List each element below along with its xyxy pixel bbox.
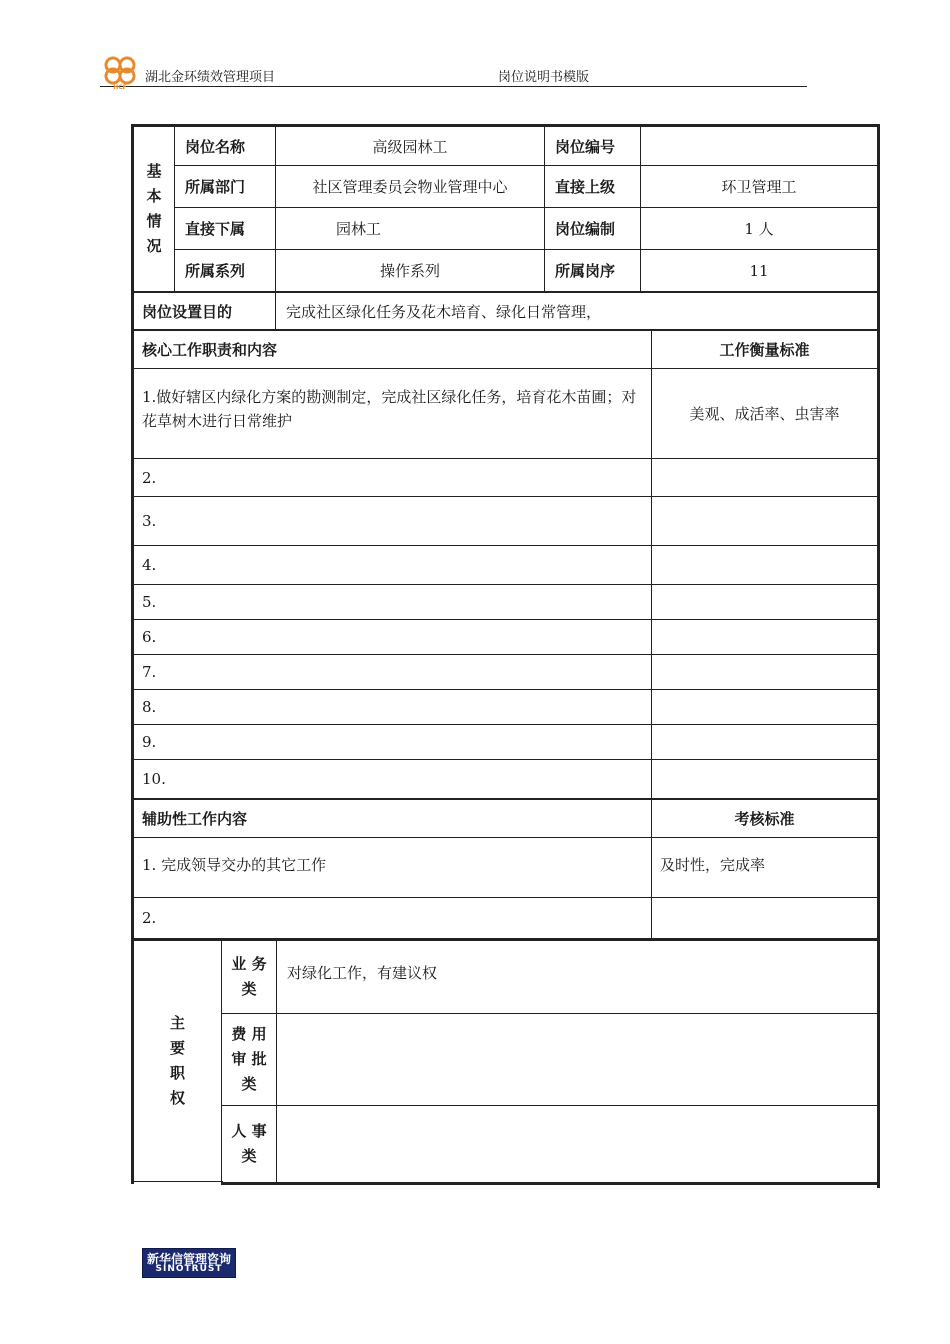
core-standard-item (652, 725, 877, 759)
label-direct-superior: 直接上级 (555, 178, 616, 196)
svg-text:HCF: HCF (113, 84, 127, 90)
value-department: 社区管理委员会物业管理中心 (312, 178, 508, 196)
authority-value-business: 对绿化工作，有建议权 (287, 964, 438, 982)
label-department: 所属部门 (185, 178, 246, 196)
doc-title: 岗位说明书模版 (498, 70, 590, 85)
core-duty-item: 1.做好辖区内绿化方案的勘测制定，完成社区绿化任务，培育花木苗圃；对花草树木进行日常维护 (142, 388, 637, 430)
core-standard-item (652, 497, 877, 545)
label-purpose: 岗位设置目的 (142, 302, 233, 321)
label-job-title: 岗位名称 (185, 137, 246, 156)
label-job-code: 岗位编号 (555, 137, 616, 156)
authority-value-expense (277, 1014, 877, 1105)
core-standard-header: 工作衡量标准 (719, 341, 810, 359)
authority-label-personnel: 人 事 类 (231, 1122, 267, 1165)
value-direct-superior: 环卫管理工 (721, 178, 797, 196)
hcf-logo-icon (100, 54, 140, 90)
label-headcount: 岗位编制 (555, 220, 616, 238)
core-standard-item (652, 655, 877, 689)
core-standard-item (652, 459, 877, 496)
value-job-title: 高级园林工 (372, 137, 448, 156)
authority-label-expense: 费 用 审 批 类 (231, 1025, 267, 1093)
core-duty-item: 6. (142, 628, 157, 646)
page-header (100, 54, 807, 90)
core-duties-header: 核心工作职责和内容 (142, 341, 278, 359)
label-direct-subordinate: 直接下属 (185, 220, 246, 238)
auxiliary-standard-item (652, 898, 877, 938)
value-job-code (641, 127, 877, 165)
core-standard-item (652, 620, 877, 654)
authority-value-personnel (277, 1106, 877, 1182)
authority-section-label: 主 要 职 权 (169, 1014, 185, 1107)
core-duty-item: 5. (142, 593, 157, 611)
core-duty-item: 9. (142, 733, 157, 751)
auxiliary-duties-header: 辅助性工作内容 (142, 810, 248, 828)
value-job-series: 操作系列 (379, 262, 440, 280)
auxiliary-duty-item: 2. (142, 909, 157, 927)
label-job-series: 所属系列 (185, 262, 246, 280)
core-standard-item (652, 546, 877, 584)
authority-label-business: 业 务 类 (231, 955, 267, 998)
sinotrust-logo: 新华信管理咨询 SINOTRUST (142, 1248, 236, 1278)
core-duty-item: 10. (142, 770, 166, 788)
job-description-form (131, 124, 880, 1188)
auxiliary-duty-item: 1. 完成领导交办的其它工作 (142, 855, 327, 874)
label-job-rank: 所属岗序 (555, 262, 616, 280)
core-standard-item: 美观、成活率、虫害率 (689, 405, 840, 423)
value-purpose: 完成社区绿化任务及花木培育、绿化日常管理， (286, 302, 602, 321)
auxiliary-standard-header: 考核标准 (734, 810, 795, 828)
core-standard-item (652, 760, 877, 798)
core-duty-item: 7. (142, 663, 157, 681)
value-job-rank: 11 (749, 261, 769, 280)
core-standard-item (652, 690, 877, 724)
core-duty-item: 8. (142, 698, 157, 716)
core-duty-item: 3. (142, 512, 157, 530)
basic-info-section-label: 基 本 情 况 (146, 162, 162, 255)
core-standard-item (652, 585, 877, 619)
core-duty-item: 4. (142, 556, 157, 574)
project-name: 湖北金环绩效管理项目 (145, 70, 276, 85)
core-duty-item: 2. (142, 468, 157, 487)
value-direct-subordinate: 园林工 (336, 220, 382, 238)
value-headcount: 1 人 (744, 220, 774, 238)
auxiliary-standard-item: 及时性，完成率 (660, 855, 766, 874)
